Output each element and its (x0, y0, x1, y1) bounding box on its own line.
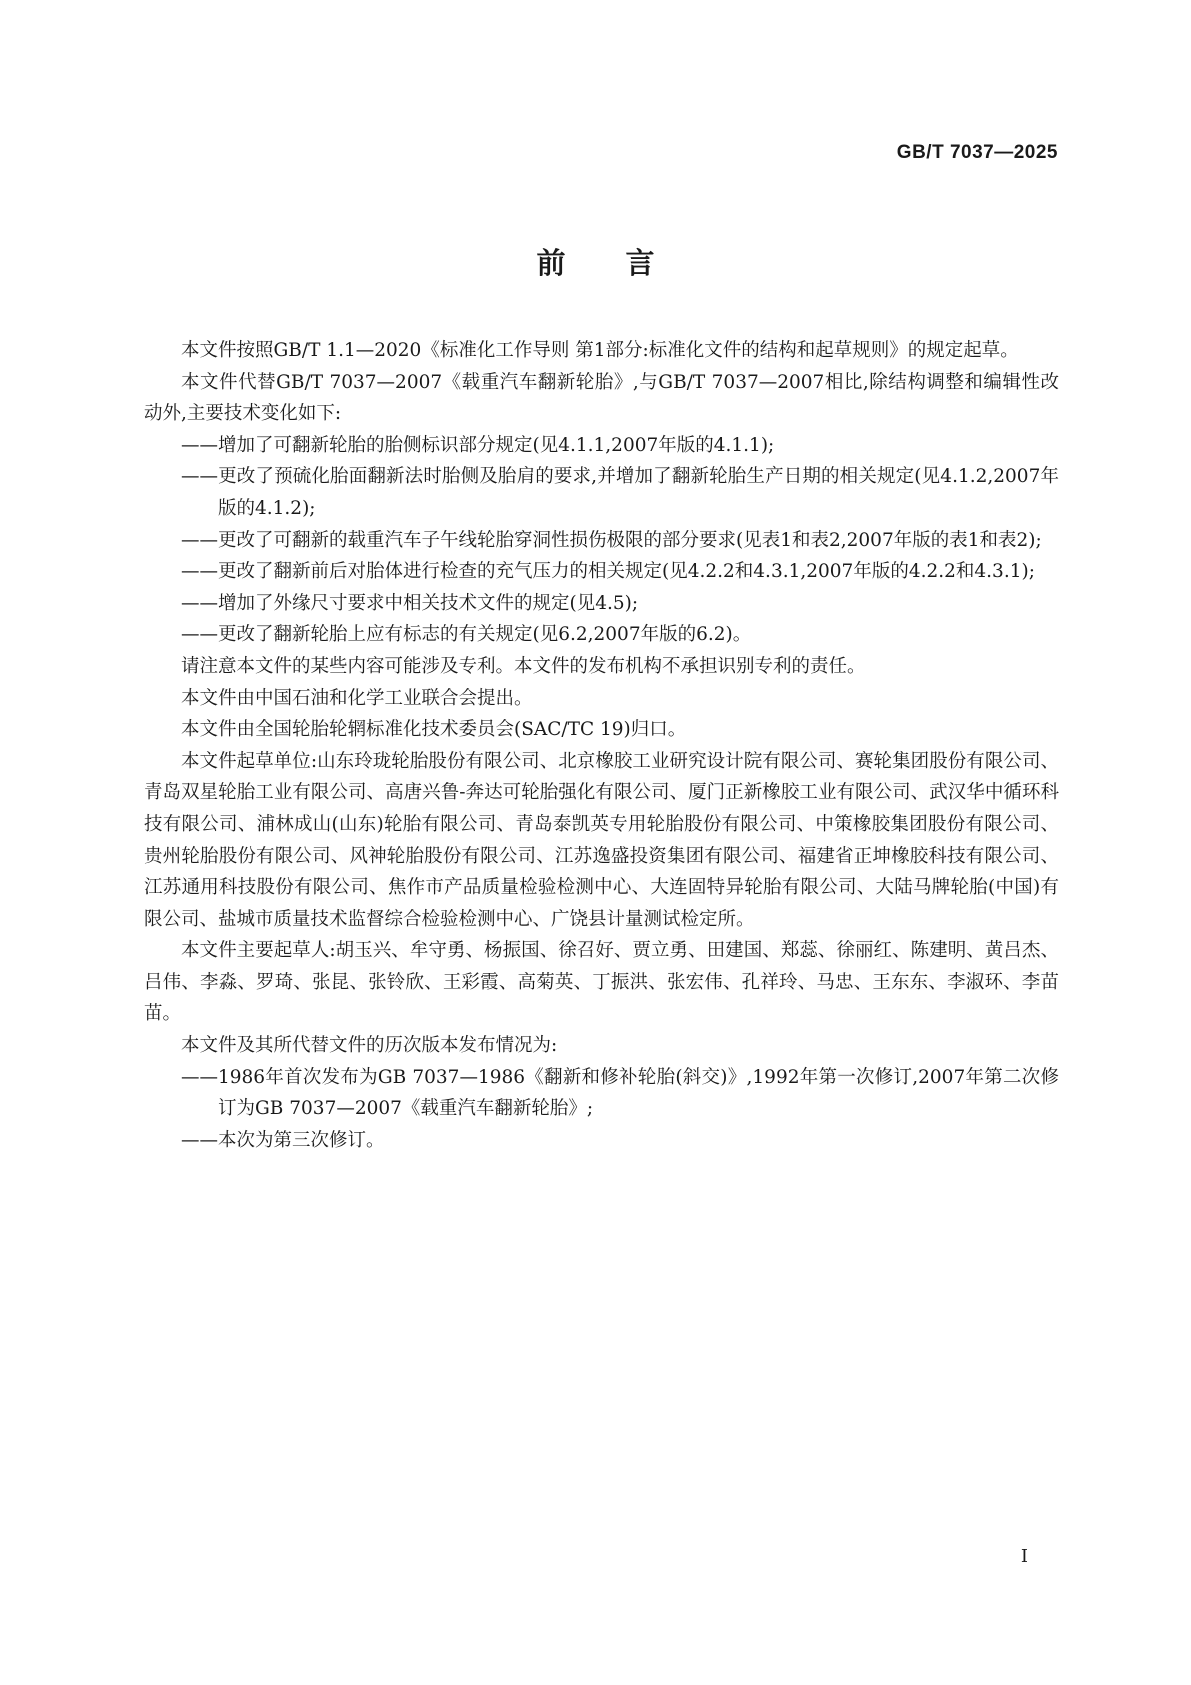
change-list-item (144, 556, 1059, 588)
change-list-item-text: ——增加了外缘尺寸要求中相关技术文件的规定(见4.5); (181, 592, 639, 614)
version-history-item-text: ——本次为第三次修订。 (181, 1129, 385, 1151)
page-number: I (1020, 1546, 1028, 1567)
patent-notice: 请注意本文件的某些内容可能涉及专利。本文件的发布机构不承担识别专利的责任。 (181, 655, 866, 677)
foreword-body (144, 335, 1059, 1156)
page-title: 前言 (536, 246, 715, 280)
change-list-item (144, 461, 1059, 524)
change-list-item (144, 619, 1059, 651)
version-history-item (144, 1062, 1059, 1125)
change-list-item (144, 430, 1059, 462)
standard-number: GB/T 7037—2025 (896, 142, 1058, 163)
change-list-item-text: ——更改了预硫化胎面翻新法时胎侧及胎肩的要求,并增加了翻新轮胎生产日期的相关规定(见4.1.2,2007年版的4.1.2); (181, 466, 1059, 519)
change-list-item (144, 525, 1059, 557)
paragraph: 本文件按照GB/T 1.1—2020《标准化工作导则 第1部分:标准化文件的结构和起草规则》的规定起草。 (181, 340, 1019, 361)
change-list-item-text: ——更改了翻新前后对胎体进行检查的充气压力的相关规定(见4.2.2和4.3.1,2007年版的4.2.2和4.3.1); (181, 561, 1035, 583)
change-list-item-text: ——更改了可翻新的载重汽车子午线轮胎穿洞性损伤极限的部分要求(见表1和表2,2007年版的表1和表2); (181, 529, 1042, 551)
version-history-item-text: ——1986年首次发布为GB 7037—1986《翻新和修补轮胎(斜交)》,1992年第一次修订,2007年第二次修订为GB 7037—2007《载重汽车翻新轮胎》; (181, 1066, 1059, 1120)
drafters: 本文件主要起草人:胡玉兴、牟守勇、杨振国、徐召好、贾立勇、田建国、郑蕊、徐丽红、陈建明、黄吕杰、吕伟、李淼、罗琦、张昆、张铃欣、王彩霞、高菊英、丁振洪、张宏伟、孔祥玲、马忠、王东东、李淑环、李苗苗。 (144, 940, 1059, 1025)
drafting-organizations: 本文件起草单位:山东玲珑轮胎股份有限公司、北京橡胶工业研究设计院有限公司、赛轮集团股份有限公司、青岛双星轮胎工业有限公司、高唐兴鲁-奔达可轮胎强化有限公司、厦门正新橡胶工业有限公司、武汉华中循环科技有限公司、浦林成山(山东)轮胎有限公司、青岛泰凯英专用轮胎股份有限公司、中策橡胶集团股份有限公司、贵州轮胎股份有限公司、风神轮胎股份有限公司、江苏逸盛投资集团有限公司、福建省正坤橡胶科技有限公司、江苏通用科技股份有限公司、焦作市产品质量检验检测中心、大连固特异轮胎有限公司、大陆马牌轮胎(中国)有限公司、盐城市质量技术监督综合检验检测中心、广饶县计量测试检定所。 (144, 750, 1059, 930)
version-history-item (144, 1125, 1059, 1157)
committee-statement: 本文件由全国轮胎轮辋标准化技术委员会(SAC/TC 19)归口。 (181, 719, 687, 741)
proposer-statement: 本文件由中国石油和化学工业联合会提出。 (181, 687, 533, 709)
change-list-item-text: ——增加了可翻新轮胎的胎侧标识部分规定(见4.1.1,2007年版的4.1.1); (181, 434, 775, 456)
paragraph: 本文件代替GB/T 7037—2007《载重汽车翻新轮胎》,与GB/T 7037—2007相比,除结构调整和编辑性改动外,主要技术变化如下: (144, 371, 1059, 425)
change-list-item-text: ——更改了翻新轮胎上应有标志的有关规定(见6.2,2007年版的6.2)。 (181, 624, 752, 646)
change-list-item (144, 588, 1059, 620)
version-history-intro: 本文件及其所代替文件的历次版本发布情况为: (181, 1035, 558, 1057)
